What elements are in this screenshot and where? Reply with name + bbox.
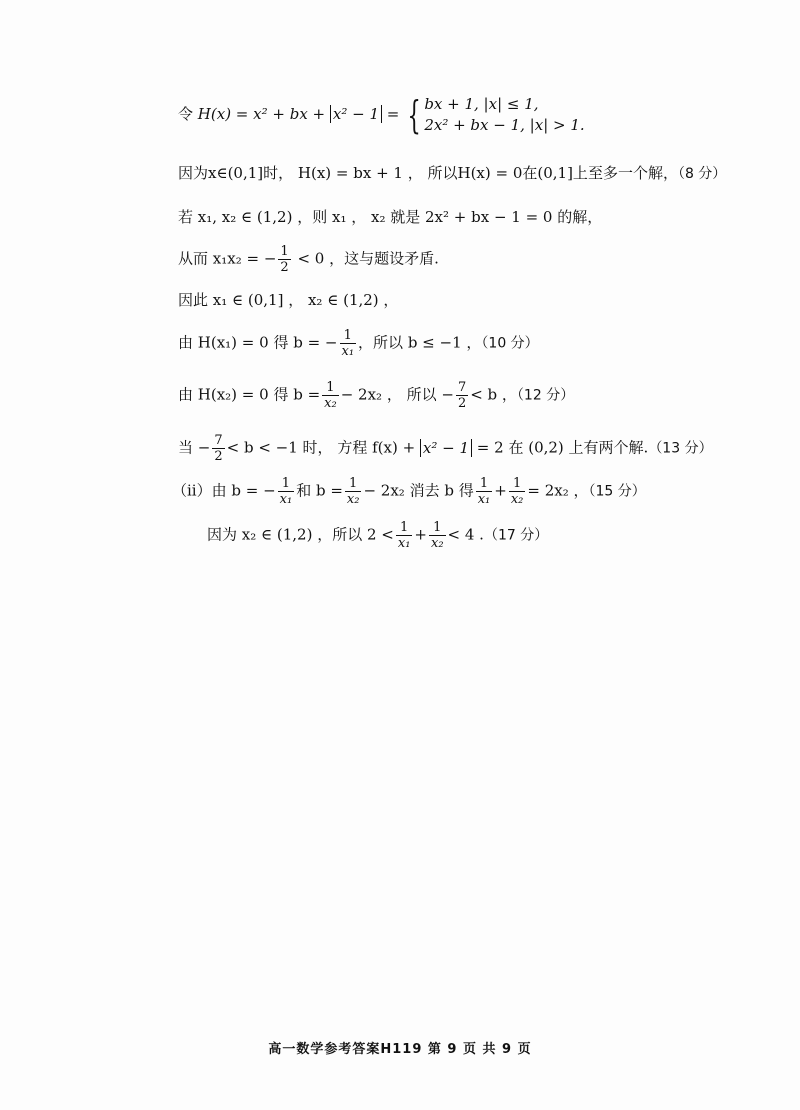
fraction xyxy=(509,476,526,507)
solution-part-ii xyxy=(172,476,646,507)
solution-line-8 xyxy=(178,433,713,464)
text: < 0 ，这与题设矛盾. xyxy=(292,249,439,268)
math: H(x) = x² + bx + xyxy=(197,105,330,123)
solution-line-10 xyxy=(207,520,548,551)
denominator: x₂ xyxy=(430,536,444,551)
fraction xyxy=(278,476,295,507)
solution-line-4 xyxy=(178,244,439,275)
solution-line-2 xyxy=(178,162,726,185)
fraction xyxy=(396,520,413,551)
numerator: 7 xyxy=(457,380,467,395)
denominator: x₂ xyxy=(324,396,337,411)
text: 由 H(x₂) = 0 得 b = xyxy=(178,385,321,404)
numerator: 1 xyxy=(429,520,446,536)
abs-value: x² − 1 xyxy=(420,439,472,457)
fraction xyxy=(322,380,339,411)
case-2: 2x² + bx − 1, |x| > 1. xyxy=(424,116,585,134)
numerator: 1 xyxy=(278,476,295,492)
text: = 2x₂ ， xyxy=(527,481,589,500)
denominator: x₁ xyxy=(279,492,293,507)
solution-line-6 xyxy=(178,328,539,359)
fraction xyxy=(456,380,468,411)
text: ，所以 b ≤ −1 ， xyxy=(358,333,482,352)
fraction xyxy=(345,476,362,507)
solution-line-3 xyxy=(178,206,602,228)
case-1: bx + 1, |x| ≤ 1, xyxy=(424,95,539,113)
numerator: 1 xyxy=(345,476,362,492)
denominator: x₁ xyxy=(477,492,491,507)
text: + xyxy=(494,481,507,500)
abs-value: x² − 1 xyxy=(330,105,382,123)
text: 若 x₁, x₂ ∈ (1,2) ，则 x₁ ， x₂ 就是 2x² + bx − 1 = 0 的解， xyxy=(178,208,603,226)
denominator: x₁ xyxy=(397,536,411,551)
page-footer: 高一数学参考答案H119 第 9 页 共 9 页 xyxy=(268,1042,532,1057)
text: 当 − xyxy=(178,438,211,457)
fraction xyxy=(278,244,290,275)
denominator: x₂ xyxy=(346,492,360,507)
left-brace: { xyxy=(407,93,421,137)
text: < b ， xyxy=(470,385,517,404)
denominator: 2 xyxy=(280,260,289,275)
text: − 2x₂ 消去 b 得 xyxy=(363,481,474,500)
text: （ii）由 b = − xyxy=(172,481,276,500)
numerator: 1 xyxy=(509,476,526,492)
fraction xyxy=(212,433,224,464)
text: 从而 x₁x₂ = − xyxy=(178,249,277,268)
equation-piecewise-H xyxy=(178,94,585,136)
text: 令 xyxy=(178,105,194,123)
points-label: （8 分） xyxy=(677,166,727,182)
text: < 4 . xyxy=(447,525,484,544)
text: 由 H(x₁) = 0 得 b = − xyxy=(178,333,338,352)
points-label: （17 分） xyxy=(483,527,549,544)
points-label: （12 分） xyxy=(516,387,575,404)
points-label: （15 分） xyxy=(588,483,646,500)
text: = 2 在 (0,2) 上有两个解. xyxy=(472,438,649,457)
numerator: 1 xyxy=(340,328,357,344)
solution-line-5 xyxy=(178,289,398,311)
text: 因为x∈(0,1]时， H(x) = bx + 1 ， 所以H(x) = 0在(0,1]上至多一个解， xyxy=(178,164,678,182)
math: = xyxy=(382,105,405,123)
numerator: 7 xyxy=(214,433,223,448)
numerator: 1 xyxy=(280,244,289,259)
points-label: （13 分） xyxy=(648,440,713,457)
piecewise-cases xyxy=(424,94,584,136)
fraction xyxy=(340,328,357,359)
points-label: （10 分） xyxy=(481,335,539,352)
numerator: 1 xyxy=(322,380,339,396)
text: < b < −1 时， 方程 f(x) + xyxy=(226,438,420,457)
text: + xyxy=(414,525,427,544)
text: 因此 x₁ ∈ (0,1] ， x₂ ∈ (1,2) ， xyxy=(178,291,399,309)
numerator: 1 xyxy=(396,520,413,536)
text: 和 b = xyxy=(296,481,343,500)
denominator: 2 xyxy=(214,449,223,464)
fraction xyxy=(476,476,493,507)
text: 因为 x₂ ∈ (1,2) ，所以 2 < xyxy=(207,525,394,544)
fraction xyxy=(429,520,446,551)
denominator: x₂ xyxy=(510,492,524,507)
solution-line-7 xyxy=(178,380,574,411)
text: − 2x₂ ， 所以 − xyxy=(340,385,454,404)
denominator: 2 xyxy=(457,396,467,411)
numerator: 1 xyxy=(476,476,493,492)
denominator: x₁ xyxy=(341,344,355,359)
